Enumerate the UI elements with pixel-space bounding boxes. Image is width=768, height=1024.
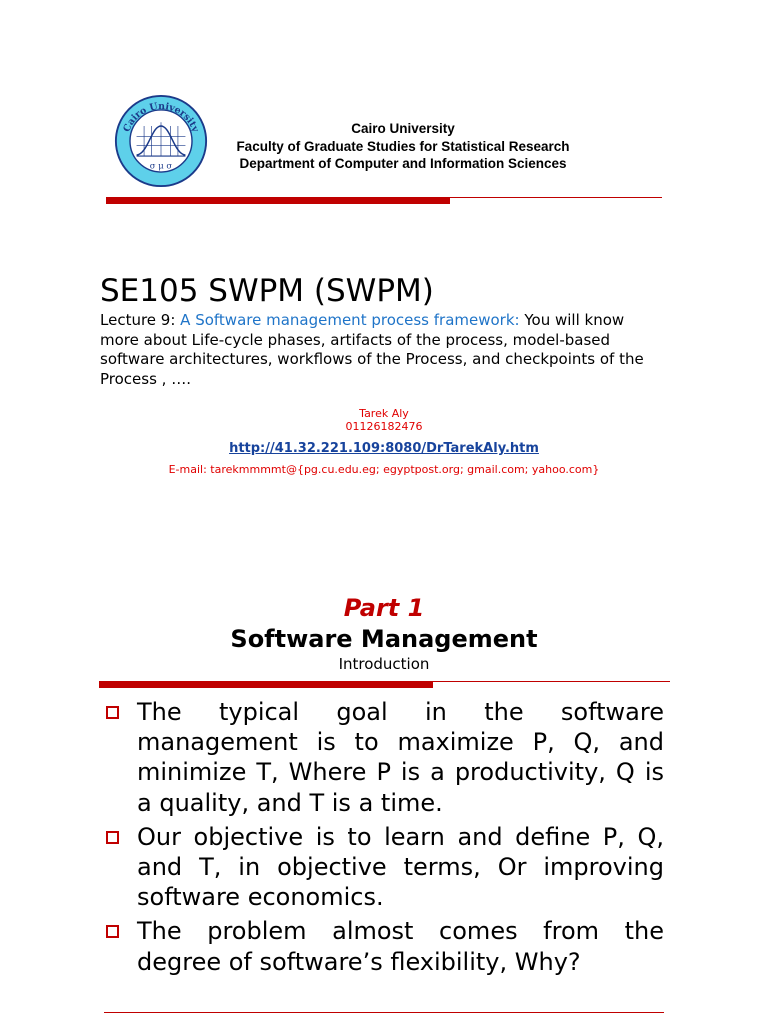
bullet-text: The problem almost comes from the degree of software’s flexibility, Why?: [137, 917, 664, 976]
department-name: Department of Computer and Information Sciences: [239, 156, 567, 171]
bullet-text: The typical goal in the software management is to maximize P, Q, and minimize T, Where P is a productivity, Q is a quality, and T is a time.: [137, 698, 664, 817]
bullet-item: [104, 697, 664, 818]
author-url-line: [0, 437, 768, 456]
logo-symbols: σ μ σ: [149, 160, 173, 171]
header-divider-thin: [450, 197, 662, 198]
bullet-text: Our objective is to learn and define P, Q, and T, in objective terms, Or improving software economics.: [137, 822, 664, 912]
square-bullet-icon: [106, 706, 119, 719]
header-divider-thick: [106, 197, 450, 204]
square-bullet-icon: [106, 831, 119, 844]
lecture-description-block: [100, 311, 660, 389]
author-phone: 01126182476: [345, 420, 423, 433]
faculty-name: Faculty of Graduate Studies for Statistical Research: [236, 138, 570, 154]
bullet-item: [104, 822, 664, 913]
footer-divider: [104, 1012, 664, 1013]
course-title: SE105 SWPM (SWPM): [100, 273, 434, 309]
part-label: Part 1: [343, 594, 425, 622]
cairo-university-logo: [114, 94, 208, 188]
university-name: Cairo University: [351, 121, 455, 136]
author-name: Tarek Aly: [359, 407, 409, 420]
section-subtitle: Introduction: [338, 655, 430, 673]
section-title: Software Management: [230, 625, 538, 653]
institution-header: [218, 120, 588, 173]
section-divider-thin: [433, 681, 670, 682]
section-divider-thick: [99, 681, 433, 688]
bullet-list: [104, 697, 664, 981]
bullet-item: [104, 916, 664, 976]
square-bullet-icon: [106, 925, 119, 938]
author-url-link[interactable]: http://41.32.221.109:8080/DrTarekAly.htm: [229, 441, 539, 456]
logo-text: Cairo University: [121, 100, 201, 134]
lecture-topic: A Software management process framework:: [180, 311, 520, 329]
lecture-number: Lecture 9:: [100, 311, 176, 329]
lecture-description: You will know more about Life-cycle phases, artifacts of the process, model-based software architectures, workflows of the Process, and checkpoints of the Process , ….: [100, 311, 644, 388]
author-email: E-mail: tarekmmmmt@{pg.cu.edu.eg; egyptpost.org; gmail.com; yahoo.com}: [168, 463, 600, 476]
